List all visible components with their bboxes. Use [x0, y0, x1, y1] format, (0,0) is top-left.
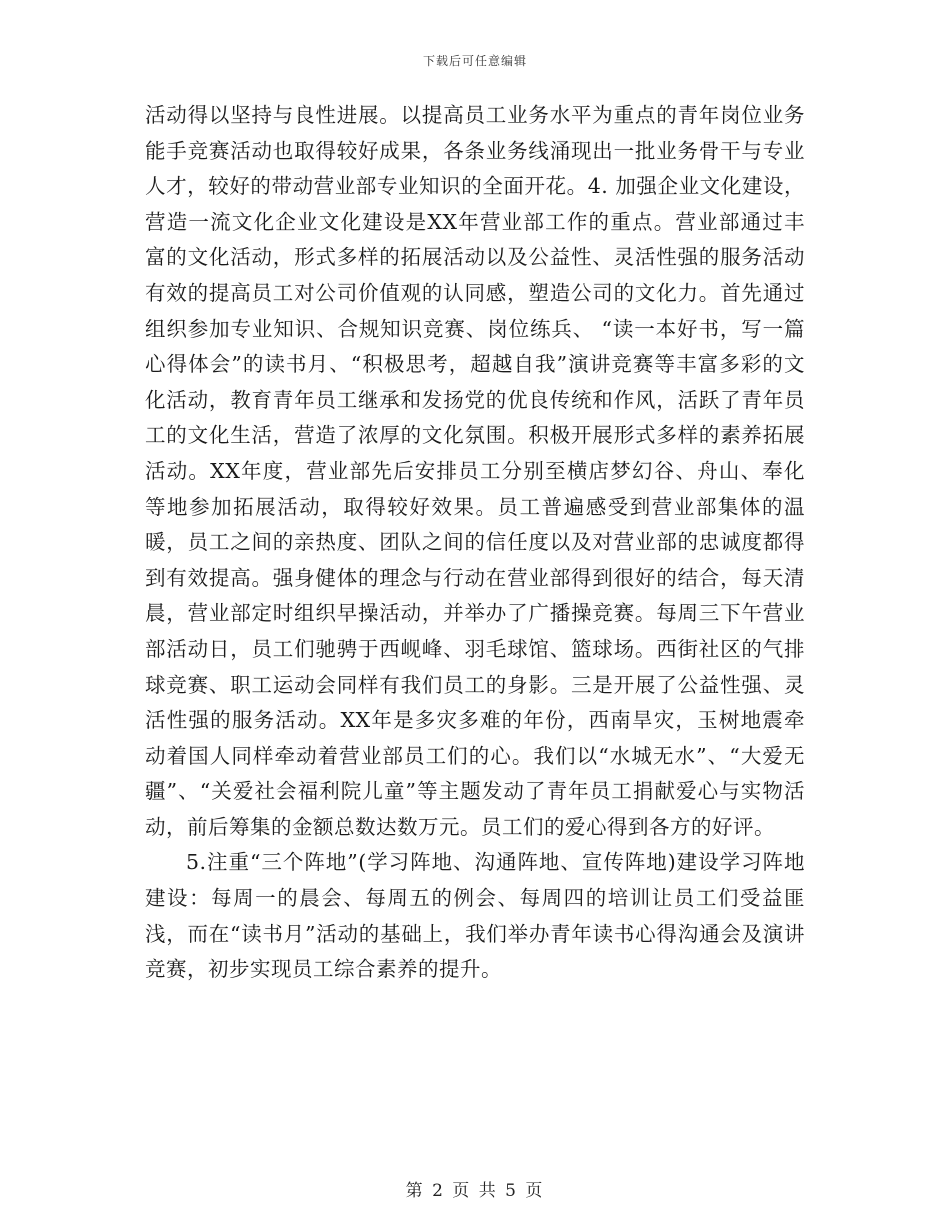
document-body	[145, 98, 805, 988]
page-header: 下载后可任意编辑	[422, 54, 527, 68]
body-paragraph-1: 活动得以坚持与良性进展。以提高员工业务水平为重点的青年岗位业务能手竞赛活动也取得较好成果，各条业务线涌现出一批业务骨干与专业人才，较好的带动营业部专业知识的全面开花。4. 加强企业文化建设，营造一流文化企业文化建设是XX年营业部工作的重点。营业部通过丰富的文化活动，形式多样的拓展活动以及公益性、灵活性强的服务活动有效的提高员工对公司价值观的认同感，塑造公司的文化力。首先通过组织参加专业知识、合规知识竞赛、岗位练兵、 “读一本好书，写一篇心得体会”的读书月、“积极思考，超越自我”演讲竞赛等丰富多彩的文化活动，教育青年员工继承和发扬党的优良传统和作风，活跃了青年员工的文化生活，营造了浓厚的文化氛围。积极开展形式多样的素养拓展活动。XX年度，营业部先后安排员工分别至横店梦幻谷、舟山、奉化等地参加拓展活动，取得较好效果。员工普遍感受到营业部集体的温暖，员工之间的亲热度、团队之间的信任度以及对营业部的忠诚度都得到有效提高。强身健体的理念与行动在营业部得到很好的结合，每天清晨，营业部定时组织早操活动，并举办了广播操竞赛。每周三下午营业部活动日，员工们驰骋于西岘峰、羽毛球馆、篮球场。西街社区的气排球竞赛、职工运动会同样有我们员工的身影。三是开展了公益性强、灵活性强的服务活动。XX年是多灾多难的年份，西南旱灾，玉树地震牵动着国人同样牵动着营业部员工们的心。我们以“水城无水”、“大爱无疆”、“关爱社会福利院儿童”等主题发动了青年员工捐献爱心与实物活动，前后筹集的金额总数达数万元。员工们的爱心得到各方的好评。	[145, 103, 805, 839]
page-number: 第 2 页 共 5 页	[405, 1181, 545, 1201]
body-paragraph-2: 5.注重“三个阵地”(学习阵地、沟通阵地、宣传阵地)建设学习阵地建设：每周一的晨会、每周五的例会、每周四的培训让员工们受益匪浅，而在“读书月”活动的基础上，我们举办青年读书心得沟通会及演讲竞赛，初步实现员工综合素养的提升。	[145, 850, 805, 982]
